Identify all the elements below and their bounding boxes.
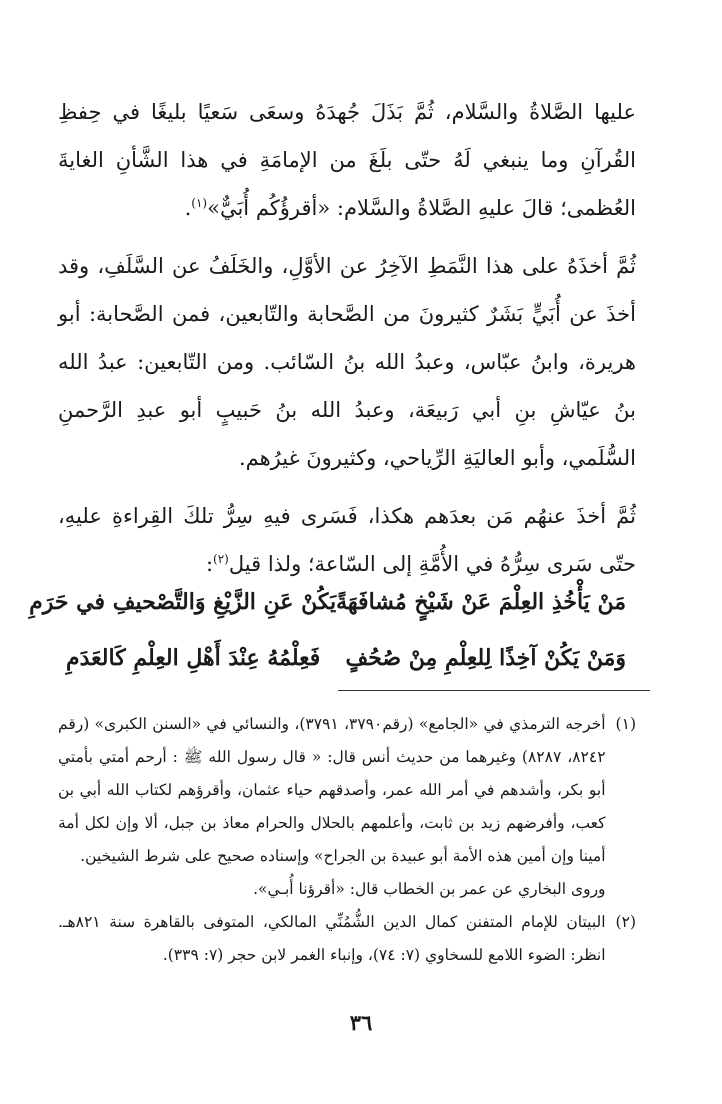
verse-1 <box>29 574 626 630</box>
verse-2-first-hemistich: وَمَنْ يَكُنْ آخِذًا لِلعِلْمِ مِنْ صُحُفٍ <box>345 645 626 671</box>
footnote-2-body <box>58 906 606 972</box>
verse-2-second-hemistich: فَعِلْمُهُ عِنْدَ أَهْلِ العِلْمِ كَالعَدَمِ <box>66 645 321 671</box>
footnote-ref-2[interactable]: (٢) <box>213 552 229 566</box>
poem <box>29 574 626 686</box>
footnote-1-body <box>58 708 606 906</box>
paragraph-3-end: : <box>205 552 214 576</box>
footnote-ref-1[interactable]: (١) <box>191 196 208 210</box>
paragraph-1-end: . <box>184 196 192 220</box>
footnote-1 <box>58 708 636 906</box>
footnotes <box>58 708 636 972</box>
paragraph-1-text: عليها الصَّلاةُ والسَّلام، ثُمَّ بَذَلَ جُهدَهُ وسعَى سَعيًا بليغًا في حِفظِ القُرآنِ وما ينبغي لَهُ حتّى بلَغَ من الإمامَةِ في هذا الشَّأنِ الغايةَ العُظمى؛ قالَ عليهِ الصَّلاةُ والسَّلام: «أقرؤُكُم أُبَيٌّ» <box>58 100 636 220</box>
paragraph-2: ثُمَّ أخذَهُ على هذا النَّمَطِ الآخِرُ عن الأوَّلِ، والخَلَفُ عن السَّلَفِ، وقد أخذَ عن أُبَيٍّ بَشَرٌ كثيرونَ من الصَّحابة والتّابعين، فمن الصَّحابة: أبو هريرة، وابنُ عبّاس، وعبدُ الله بنُ السّائب. ومن التّابعين: عبدُ الله بنُ عيّاشِ بنِ أبي رَبيعَة، وعبدُ الله بنُ حَبيبٍ أبو عبدِ الرَّحمنِ السُّلَمي، وأبو العاليَةِ الرِّياحي، وكثيرونَ غيرُهم. <box>58 254 636 470</box>
footnote-1-number: (١) <box>615 715 636 733</box>
page-number: ٣٦ <box>349 1010 373 1035</box>
verse-2 <box>66 630 626 686</box>
footnote-2-text: البيتان للإمام المتفنن كمال الدين الشُّمُنِّي المالكي، المتوفى بالقاهرة سنة ٨٢١هـ. انظر: الضوء اللامع للسخاوي (٧: ٧٤)، وإنباء الغمر لابن حجر (٧: ٣٣٩). <box>58 913 606 964</box>
paragraph-1 <box>58 88 636 232</box>
verse-1-second-hemistich: يَكُنْ عَنِ الزَّيْغِ وَالتَّصْحيفِ في حَرَمِ <box>29 589 337 615</box>
footnote-2-number: (٢) <box>615 913 636 931</box>
footnote-divider <box>338 690 650 691</box>
footnote-1-text-2: وروى البخاري عن عمر بن الخطاب قال: «أقرؤنا أُبـي». <box>253 880 606 898</box>
paragraph-3-text: ثُمَّ أخذَ عنهُم مَن بعدَهم هكذا، فَسَرى فيهِ سِرُّ تلكَ القِراءةِ عليهِ، حتّى سَرى سِرُّهُ في الأُمَّةِ إلى السّاعة؛ ولذا قيل <box>58 504 636 576</box>
verse-1-first-hemistich: مَنْ يَأْخُذِ العِلْمَ عَنْ شَيْخٍ مُشافَهَةً <box>336 589 626 615</box>
main-text <box>58 88 636 588</box>
footnote-2 <box>58 906 636 972</box>
footnote-1-text: أخرجه الترمذي في «الجامع» (رقم٣٧٩٠، ٣٧٩١)، والنسائي في «السنن الكبرى» (رقم ٨٢٤٢، ٨٢٨٧) وغيرهما من حديث أنس قال: « قال رسول الله ﷺ : أرحم أمتي بأمتي أبو بكر، وأشدهم في أمر الله عمر، وأصدقهم حياء عثمان، وأقرؤهم لكتاب الله أبي بن كعب، وأفرضهم زيد بن ثابت، وأعلمهم بالحلال والحرام معاذ بن جبل، ألا وإن لكل أمة أمينا وإن أمين هذه الأمة أبو عبيدة بن الجراح» وإسناده صحيح على شرط الشيخين. <box>58 715 606 865</box>
